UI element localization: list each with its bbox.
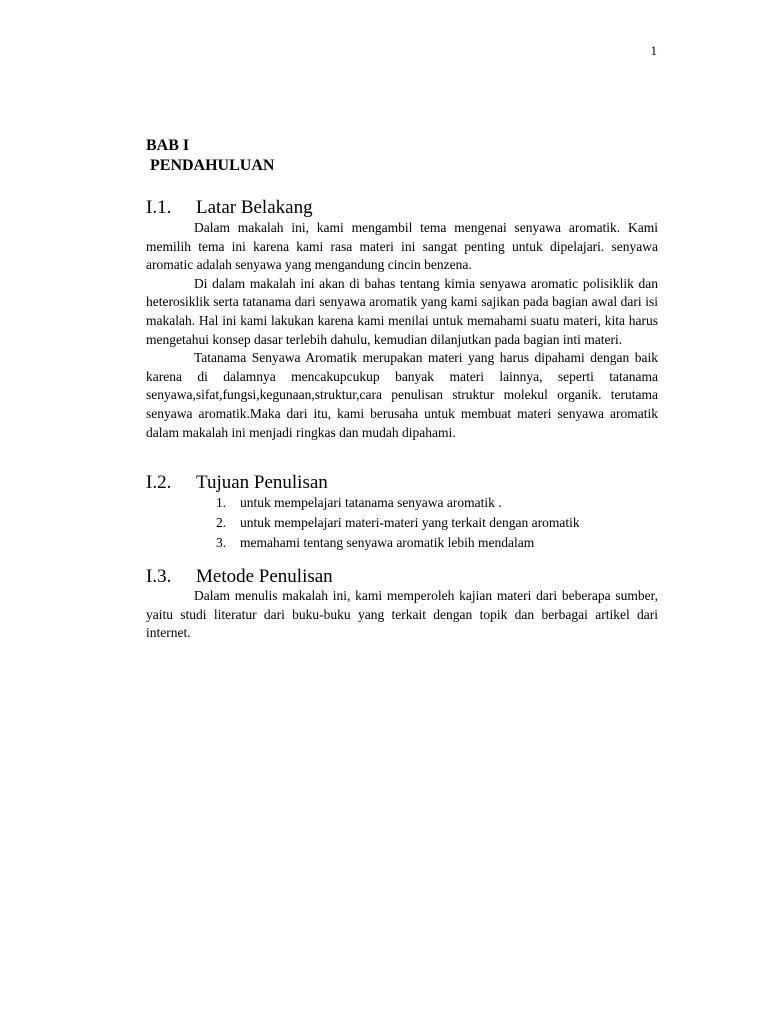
section-heading-tujuan-penulisan — [146, 471, 328, 495]
section-number: I.1. — [146, 197, 172, 218]
list-item-number: 1. — [216, 495, 227, 510]
list-item-text: untuk mempelajari materi-materi yang terkait dengan aromatik — [240, 515, 580, 530]
list-item — [216, 493, 580, 513]
page-number: 1 — [650, 43, 657, 58]
section-title: Latar Belakang — [196, 197, 313, 218]
section-body-latar-belakang — [146, 219, 658, 442]
list-item-text: untuk mempelajari tatanama senyawa aromatik . — [240, 495, 502, 510]
section-number: I.2. — [146, 472, 172, 493]
list-item-number: 3. — [216, 535, 227, 550]
section-body-metode-penulisan — [146, 587, 658, 643]
section-heading-metode-penulisan — [146, 565, 333, 589]
list-item-number: 2. — [216, 515, 227, 530]
goals-list — [216, 493, 580, 553]
section-title: Metode Penulisan — [196, 566, 333, 587]
paragraph: Dalam menulis makalah ini, kami memperoleh kajian materi dari beberapa sumber, yaitu studi literatur dari buku-buku yang terkait dengan topik dan berbagai artikel dari internet. — [146, 588, 658, 641]
chapter-title: PENDAHULUAN — [150, 157, 275, 174]
section-heading-latar-belakang — [146, 196, 313, 220]
section-title: Tujuan Penulisan — [196, 472, 328, 493]
chapter-label: BAB I — [146, 137, 190, 154]
chapter-heading — [146, 136, 274, 176]
list-item-text: memahami tentang senyawa aromatik lebih mendalam — [240, 535, 535, 550]
paragraph: Dalam makalah ini, kami mengambil tema mengenai senyawa aromatik. Kami memilih tema ini karena kami rasa materi ini sangat penting untuk dipelajari. senyawa aromatic adalah senyawa yang mengandung cincin benzena. — [146, 220, 658, 273]
list-item — [216, 533, 580, 553]
paragraph: Di dalam makalah ini akan di bahas tentang kimia senyawa aromatic polisiklik dan heterosiklik serta tatanama dari senyawa aromatik yang kami sajikan pada bagian awal dari isi makalah. Hal ini kami lakukan karena kami menilai untuk memahami suatu materi, kita harus mengetahui konsep dasar terlebih dahulu, kemudian dilanjutkan pada bagian inti materi. — [146, 275, 658, 347]
paragraph: Tatanama Senyawa Aromatik merupakan materi yang harus dipahami dengan baik karena di dalamnya mencakupcukup banyak materi lainnya, seperti tatanama senyawa,sifat,fungsi,kegunaan,struktur,cara penulisan struktur molekul organik. terutama senyawa aromatik.Maka dari itu, kami berusaha untuk membuat materi senyawa aromatik dalam makalah ini menjadi ringkas dan mudah dipahami. — [146, 350, 658, 440]
list-item — [216, 513, 580, 533]
section-number: I.3. — [146, 566, 172, 587]
